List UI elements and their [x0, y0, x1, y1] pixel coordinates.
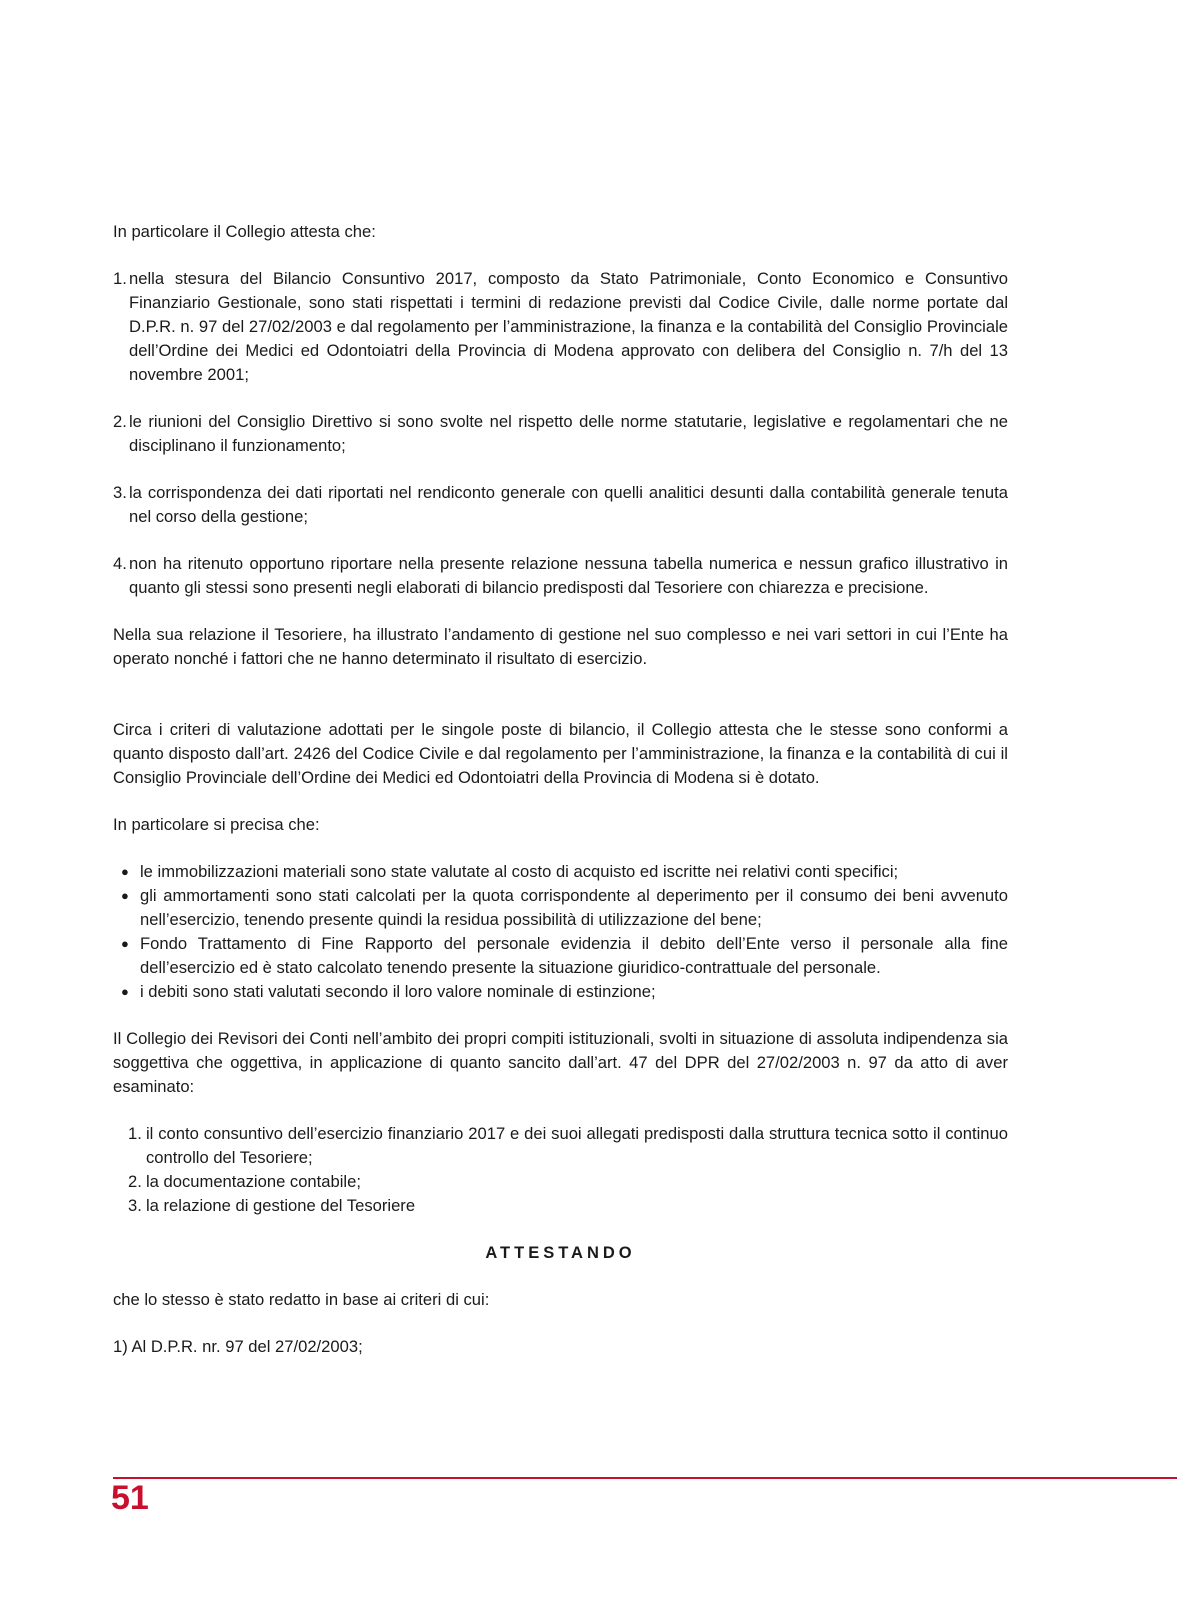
treasurer-paragraph: Nella sua relazione il Tesoriere, ha illustrato l’andamento di gestione nel suo complesso e nei vari settori in cui l’Ente ha operato nonché i fattori che ne hanno determinato il risultato di esercizio. [113, 625, 1008, 668]
list-item-text: il conto consuntivo dell’esercizio finanziario 2017 e dei suoi allegati predisposti dalla struttura tecnica sotto il continuo controllo del Tesoriere; [146, 1124, 1008, 1167]
list-item-number: 1. [128, 1124, 142, 1143]
bullet-text: le immobilizzazioni materiali sono state valutate al costo di acquisto ed iscritte nei relativi conti specifici; [140, 862, 899, 881]
list-item-text: non ha ritenuto opportuno riportare nella presente relazione nessuna tabella numerica e nessun grafico illustrativo in quanto gli stessi sono presenti negli elaborati di bilancio predisposti dal Tesoriere con chiarezza e precisione. [129, 554, 1008, 597]
list-item [113, 481, 1008, 529]
bullet-item [121, 884, 1008, 932]
list-item [113, 267, 1008, 387]
document-body [113, 220, 1008, 1359]
attestando-heading: ATTESTANDO [485, 1244, 636, 1262]
list-item-text: la relazione di gestione del Tesoriere [146, 1196, 416, 1215]
list-item-number: 2. [128, 1172, 142, 1191]
footer-divider [113, 1477, 1177, 1479]
list-item [128, 1122, 1008, 1170]
bullet-icon: ● [121, 984, 129, 999]
bullet-item [121, 932, 1008, 980]
attestation-list [113, 267, 1008, 600]
bullet-item [121, 980, 1008, 1004]
list-item [128, 1194, 1008, 1218]
list-item-number: 2. [113, 412, 127, 431]
list-item [113, 410, 1008, 458]
list-item-number: 3. [128, 1196, 142, 1215]
bullet-text: i debiti sono stati valutati secondo il loro valore nominale di estinzione; [140, 982, 656, 1001]
list-item [113, 552, 1008, 600]
bullet-item [121, 860, 1008, 884]
list-item-text: la documentazione contabile; [146, 1172, 361, 1191]
criteria-intro: che lo stesso è stato redatto in base ai criteri di cui: [113, 1290, 490, 1309]
list-item-number: 1. [113, 269, 127, 288]
bullet-icon: ● [121, 864, 129, 879]
intro-paragraph: In particolare il Collegio attesta che: [113, 222, 376, 241]
list-item-number: 4. [113, 554, 127, 573]
criteria-paragraph: Circa i criteri di valutazione adottati per le singole poste di bilancio, il Collegio attesta che le stesse sono conformi a quanto disposto dall’art. 2426 del Codice Civile e dal regolamento per l’amministrazione, la finanza e la contabilità di cui il Consiglio Provinciale dell’Ordine dei Medici ed Odontoiatri della Provincia di Modena si è dotato. [113, 720, 1008, 787]
bullet-icon: ● [121, 888, 129, 903]
list-item-text: le riunioni del Consiglio Direttivo si sono svolte nel rispetto delle norme statutarie, legislative e regolamentari che ne disciplinano il funzionamento; [129, 412, 1008, 455]
page-number: 51 [111, 1479, 149, 1517]
college-paragraph: Il Collegio dei Revisori dei Conti nell’ambito dei propri compiti istituzionali, svolti in situazione di assoluta indipendenza sia soggettiva che oggettiva, in applicazione di quanto sancito dall’art. 47 del DPR del 27/02/2003 n. 97 da atto di aver esaminato: [113, 1029, 1008, 1096]
list-item-text: la corrispondenza dei dati riportati nel rendiconto generale con quelli analitici desunti dalla contabilità generale tenuta nel corso della gestione; [129, 483, 1008, 526]
specify-intro: In particolare si precisa che: [113, 815, 320, 834]
list-item [128, 1170, 1008, 1194]
list-item-text: nella stesura del Bilancio Consuntivo 2017, composto da Stato Patrimoniale, Conto Economico e Consuntivo Finanziario Gestionale, sono stati rispettati i termini di redazione previsti dal Codice Civile, dalle norme portate dal D.P.R. n. 97 del 27/02/2003 e dal regolamento per l’amministrazione, la finanza e la contabilità del Consiglio Provinciale dell’Ordine dei Medici ed Odontoiatri della Provincia di Modena approvato con delibera del Consiglio n. 7/h del 13 novembre 2001; [129, 269, 1008, 384]
criteria-item: 1) Al D.P.R. nr. 97 del 27/02/2003; [113, 1337, 363, 1356]
examined-list [128, 1122, 1008, 1218]
bullet-text: Fondo Trattamento di Fine Rapporto del personale evidenzia il debito dell’Ente verso il personale alla fine dell’esercizio ed è stato calcolato tenendo presente la situazione giuridico-contrattuale del personale. [140, 934, 1008, 977]
valuation-bullet-list [113, 860, 1008, 1004]
bullet-text: gli ammortamenti sono stati calcolati per la quota corrispondente al deperimento per il consumo dei beni avvenuto nell’esercizio, tenendo presente quindi la residua possibilità di utilizzazione del bene; [140, 886, 1008, 929]
list-item-number: 3. [113, 483, 127, 502]
bullet-icon: ● [121, 936, 129, 951]
